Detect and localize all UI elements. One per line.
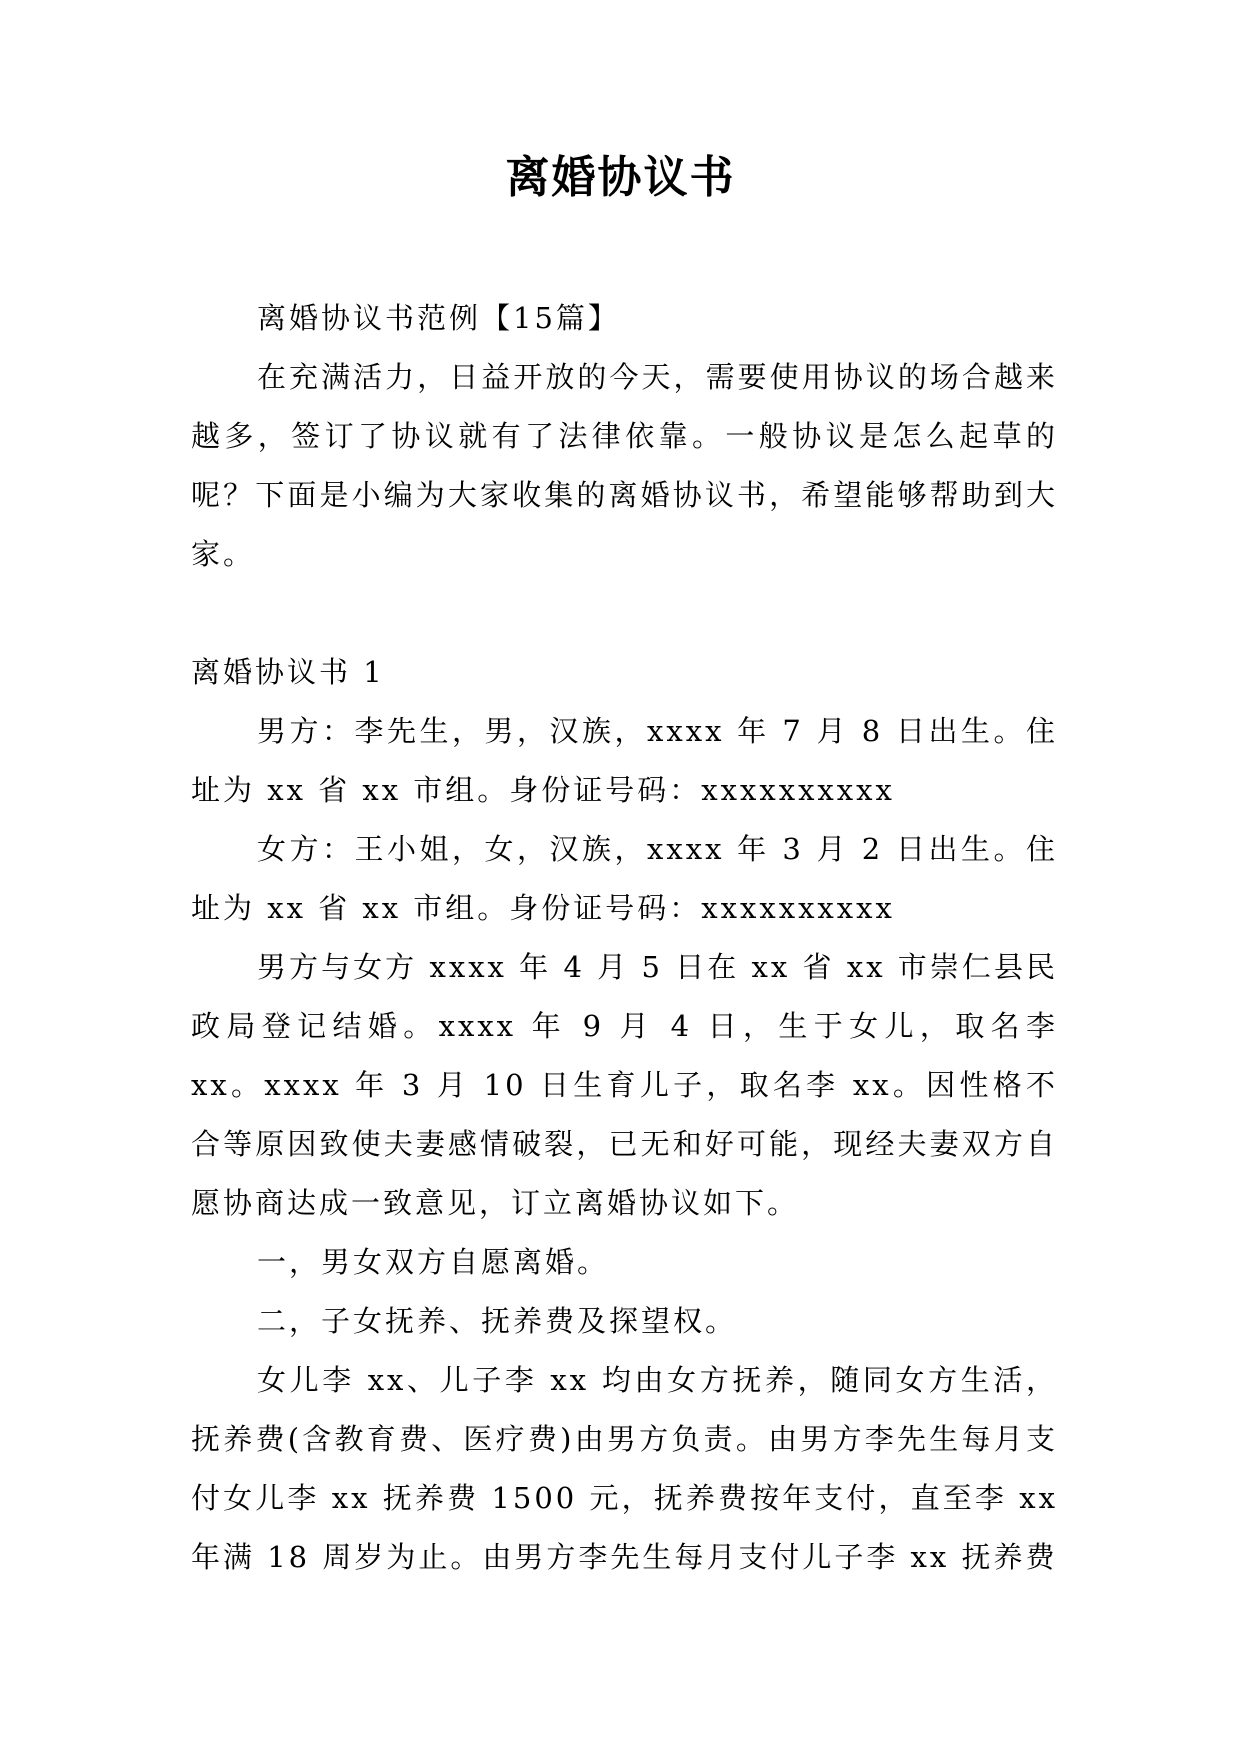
- document-title: 离婚协议书: [505, 152, 736, 203]
- section-spacer: [191, 584, 1058, 643]
- husband-info-paragraph: 男方：李先生，男，汉族，xxxx 年 7 月 8 日出生。住址为 xx 省 xx 市组。身份证号码：xxxxxxxxxx: [191, 714, 1058, 807]
- child-support-paragraph: 女儿李 xx、儿子李 xx 均由女方抚养，随同女方生活，抚养费(含教育费、医疗费)由男方负责。由男方李先生每月支付女儿李 xx 抚养费 1500 元，抚养费按年支付，直至李 xx 年满 18 周岁为止。由男方李先生每月支付儿子李 xx 抚养费: [191, 1363, 1058, 1574]
- marriage-background-paragraph: 男方与女方 xxxx 年 4 月 5 日在 xx 省 xx 市崇仁县民政局登记结婚。xxxx 年 9 月 4 日，生于女儿，取名李 xx。xxxx 年 3 月 10 日生育儿子，取名李 xx。因性格不合等原因致使夫妻感情破裂，已无和好可能，现经夫妻双方自愿协商达成一致意见，订立离婚协议如下。: [191, 950, 1058, 1220]
- intro-paragraph: 在充满活力，日益开放的今天，需要使用协议的场合越来越多，签订了协议就有了法律依靠。一般协议是怎么起草的呢？下面是小编为大家收集的离婚协议书，希望能够帮助到大家。: [191, 360, 1058, 571]
- intro-heading: 离婚协议书范例【15篇】: [257, 301, 620, 335]
- clause-one: 一，男女双方自愿离婚。: [257, 1245, 610, 1279]
- wife-info-paragraph: 女方：王小姐，女，汉族，xxxx 年 3 月 2 日出生。住址为 xx 省 xx 市组。身份证号码：xxxxxxxxxx: [191, 832, 1058, 925]
- document-body: [191, 289, 1058, 1587]
- section-heading: 离婚协议书 1: [191, 655, 385, 689]
- clause-two: 二，子女抚养、抚养费及探望权。: [257, 1304, 738, 1338]
